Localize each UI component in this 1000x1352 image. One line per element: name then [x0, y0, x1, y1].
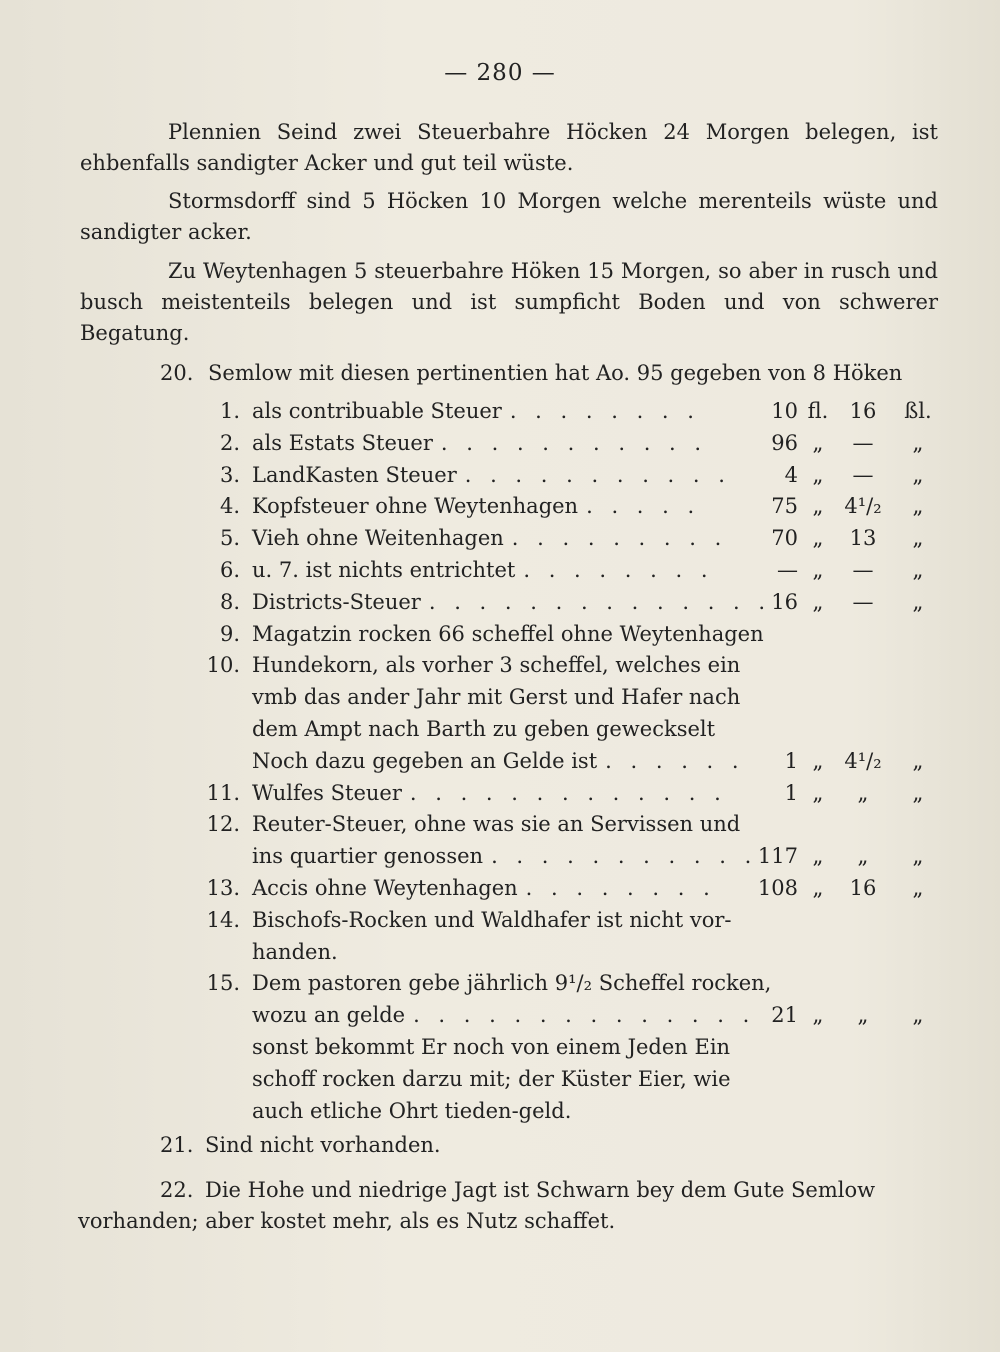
item-currency: „ — [912, 1003, 924, 1028]
item-leader-dots: . . . . . — [586, 494, 701, 519]
list-item — [0, 905, 1000, 935]
item-unit: „ — [812, 780, 824, 805]
item-leader-dots: . . . . . . . . . . . . . . — [428, 589, 772, 614]
item-currency: ßl. — [904, 399, 932, 423]
item-currency: „ — [912, 748, 924, 773]
item-number: 10. — [206, 653, 240, 678]
item-number: 15. — [206, 971, 240, 996]
item-currency: „ — [912, 462, 924, 487]
item-number: 14. — [206, 907, 240, 932]
item-label: als Estats Steuer — [252, 430, 433, 455]
paragraph-plennien: Plennien Seind zwei Steuerbahre Höcken 24 Morgen belegen, ist ehbenfalls sandigter Acker und gut teil wüste. — [80, 120, 938, 175]
item-sub-amount: 4¹/₂ — [844, 494, 882, 519]
item-label: Accis ohne Weytenhagen — [252, 876, 518, 900]
item-currency: „ — [912, 844, 924, 869]
list-item — [0, 968, 1000, 998]
item-amount: 70 — [771, 526, 798, 551]
paragraph-stormsdorff: Stormsdorff sind 5 Höcken 10 Morgen welche merenteils wüste und sandigter acker. — [80, 189, 938, 244]
item-number: 1. — [219, 399, 240, 423]
item-leader-dots: . . . . . . — [605, 748, 745, 773]
item-amount: — — [777, 558, 798, 582]
section-20-text: Semlow mit diesen pertinentien hat Ao. 95 gegeben von 8 Höken — [208, 361, 903, 385]
item-number: 13. — [206, 876, 240, 900]
item-unit: „ — [812, 1003, 824, 1028]
item-sub-amount: „ — [857, 844, 869, 869]
item-unit: „ — [812, 589, 824, 614]
item-label: Hundekorn, als vorher 3 scheffel, welches ein — [252, 653, 741, 678]
item-currency: „ — [912, 558, 924, 582]
item-leader-dots: . . . . . . . . — [523, 558, 714, 582]
item-label: Kopfsteuer ohne Weytenhagen — [252, 494, 579, 519]
item-number: 4. — [219, 494, 240, 519]
item-leader-dots: . . . . . . . . . . . — [464, 462, 731, 487]
item-number: 12. — [206, 812, 240, 837]
section-21-number: 21. — [160, 1133, 194, 1157]
section-22-line2: vorhanden; aber kostet mehr, als es Nutz schaffet. — [78, 1209, 616, 1233]
item-currency: „ — [912, 430, 924, 455]
list-item — [0, 619, 1000, 649]
item-sub-amount: 13 — [849, 526, 877, 551]
item-leader-dots: . . . . . . . . . . . — [440, 430, 708, 455]
item-amount: 21 — [771, 1003, 798, 1028]
item-label: Magatzin rocken 66 scheffel ohne Weytenhagen — [252, 621, 764, 646]
item-leader-dots: . . . . . . . . — [509, 399, 700, 423]
list-item — [0, 841, 1000, 871]
item-label: u. 7. ist nichts entrichtet — [252, 558, 516, 582]
item-label: Reuter-Steuer, ohne was sie an Servissen und — [252, 812, 741, 837]
item-sub-amount: 4¹/₂ — [844, 748, 882, 773]
list-item — [0, 1064, 1000, 1094]
item-currency: „ — [912, 494, 924, 519]
section-21-text: Sind nicht vorhanden. — [205, 1133, 441, 1157]
item-sub-amount: — — [852, 430, 874, 455]
item-unit: „ — [812, 558, 824, 582]
item-number: 8. — [219, 589, 240, 614]
list-item — [0, 460, 1000, 490]
section-22-number: 22. — [160, 1178, 194, 1202]
list-item — [0, 937, 1000, 967]
item-sub-amount: „ — [857, 1003, 869, 1028]
item-number: 6. — [219, 558, 240, 582]
item-sub-amount: — — [852, 462, 874, 487]
item-label: Vieh ohne Weitenhagen — [252, 526, 504, 551]
item-label: wozu an gelde — [252, 1003, 406, 1028]
list-item — [0, 1096, 1000, 1126]
list-item — [0, 428, 1000, 458]
item-amount: 1 — [784, 748, 798, 773]
item-number: 11. — [206, 780, 240, 805]
list-item — [0, 714, 1000, 744]
item-label: als contribuable Steuer — [252, 399, 502, 423]
item-number: 2. — [219, 430, 240, 455]
section-22 — [0, 1175, 1000, 1205]
section-22-line1: Die Hohe und niedrige Jagt ist Schwarn bey dem Gute Semlow — [205, 1178, 876, 1202]
item-currency: „ — [912, 589, 924, 614]
item-amount: 108 — [757, 876, 798, 900]
item-leader-dots: . . . . . . . . — [525, 876, 716, 900]
item-number: 3. — [219, 462, 240, 487]
item-unit: „ — [812, 526, 824, 551]
item-label: Dem pastoren gebe jährlich 9¹/₂ Scheffel rocken, — [252, 971, 772, 996]
page-number: 280 — [476, 60, 524, 86]
item-label: Districts-Steuer — [252, 589, 421, 614]
item-sub-amount: — — [852, 589, 874, 614]
item-amount: 10 — [771, 399, 798, 423]
item-unit: „ — [812, 430, 824, 455]
list-item — [0, 491, 1000, 521]
item-amount: 4 — [784, 462, 798, 487]
item-sub-amount: 16 — [849, 876, 877, 900]
item-leader-dots: . . . . . . . . . — [511, 526, 728, 551]
item-sub-amount: — — [852, 558, 874, 582]
item-amount: 117 — [757, 844, 798, 869]
item-currency: „ — [912, 526, 924, 551]
list-item — [0, 555, 1000, 585]
item-label: ins quartier genossen — [252, 844, 484, 869]
item-label: sonst bekommt Er noch von einem Jeden Ein — [252, 1035, 731, 1059]
section-22-continued — [0, 1206, 1000, 1236]
list-item — [0, 873, 1000, 903]
list-item — [0, 1032, 1000, 1062]
item-leader-dots: . . . . . . . . . . . . . . — [413, 1003, 756, 1028]
item-unit: „ — [812, 748, 824, 773]
section-20 — [0, 358, 1000, 388]
item-amount: 16 — [771, 589, 798, 614]
item-label: vmb das ander Jahr mit Gerst und Hafer nach — [252, 685, 741, 710]
item-unit: „ — [812, 494, 824, 519]
list-item — [0, 809, 1000, 839]
list-item — [0, 650, 1000, 680]
item-sub-amount: „ — [857, 780, 869, 805]
item-label: handen. — [252, 939, 338, 964]
item-unit: „ — [812, 462, 824, 487]
section-20-number: 20. — [160, 361, 194, 385]
list-item — [0, 778, 1000, 808]
item-label: Bischofs-Rocken und Waldhafer ist nicht vor- — [252, 907, 732, 932]
list-item — [0, 682, 1000, 712]
item-unit: fl. — [807, 399, 829, 423]
list-item — [0, 746, 1000, 776]
page-header: — 280 — — [444, 60, 556, 86]
item-unit: „ — [812, 844, 824, 869]
item-amount: 96 — [771, 430, 798, 455]
item-label: Wulfes Steuer — [252, 780, 402, 805]
item-number: 9. — [219, 621, 240, 646]
item-label: Noch dazu gegeben an Gelde ist — [252, 748, 598, 773]
item-amount: 1 — [784, 780, 798, 805]
section-21 — [0, 1130, 1000, 1160]
item-label: LandKasten Steuer — [252, 462, 457, 487]
list-item — [0, 587, 1000, 617]
item-label: auch etliche Ohrt tieden-geld. — [252, 1098, 572, 1123]
item-number: 5. — [219, 526, 240, 551]
item-leader-dots: . . . . . . . . . . . . . — [409, 780, 727, 805]
item-label: dem Ampt nach Barth zu geben geweckselt — [252, 717, 716, 741]
item-currency: „ — [912, 876, 924, 900]
paragraph-weytenhagen: Zu Weytenhagen 5 steuerbahre Höken 15 Morgen, so aber in rusch und busch meistenteils belegen und ist sumpficht Boden und von schwerer Begatung. — [80, 259, 938, 345]
item-sub-amount: 16 — [849, 399, 877, 423]
item-unit: „ — [812, 876, 824, 900]
list-item — [0, 1000, 1000, 1030]
item-currency: „ — [912, 780, 924, 805]
list-item — [0, 523, 1000, 553]
list-item — [0, 396, 1000, 426]
item-label: schoff rocken darzu mit; der Küster Eier, wie — [252, 1066, 731, 1091]
item-leader-dots: . . . . . . . . . . . — [491, 844, 758, 869]
item-amount: 75 — [771, 494, 798, 519]
